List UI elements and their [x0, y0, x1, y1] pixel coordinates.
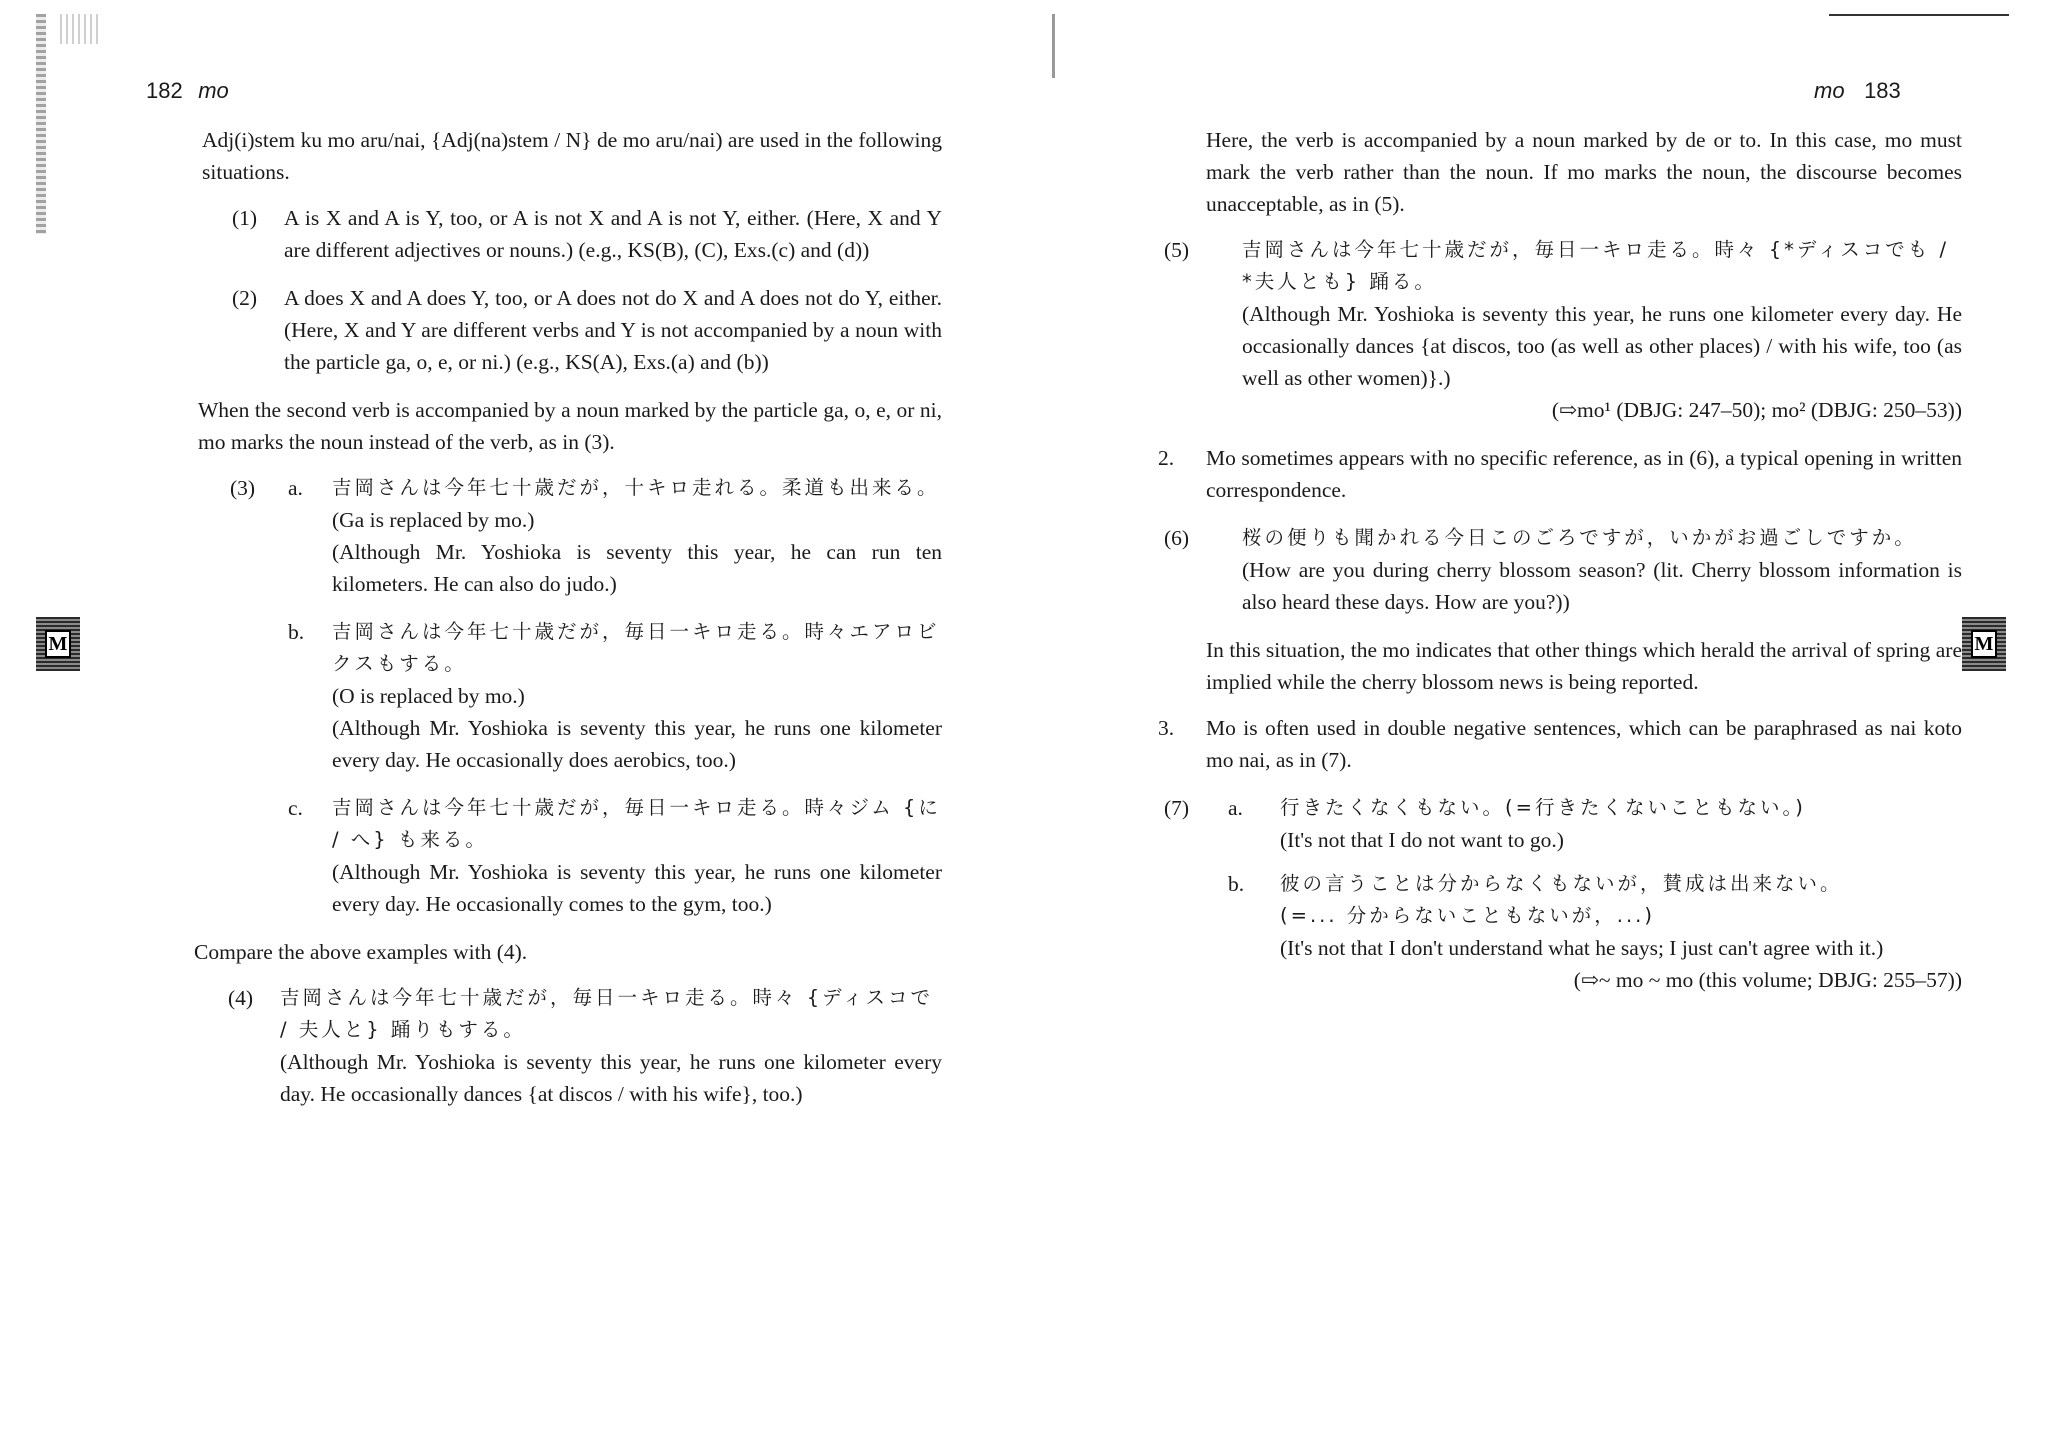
- running-head: mo: [198, 78, 229, 103]
- japanese-sentence: 吉岡さんは今年七十歳だが，毎日一キロ走る。時々エアロビクスもする。: [332, 620, 940, 675]
- right-page: [1024, 0, 2048, 1434]
- japanese-paraphrase: (=... 分からないこともないが，...): [1280, 904, 1655, 927]
- thumb-index-tab: [1962, 617, 2006, 671]
- page-header: [1814, 78, 1901, 104]
- tab-letter: M: [1971, 630, 1997, 658]
- intro-paragraph: Adj(i)stem ku mo aru/nai, {Adj(na)stem / N} de mo aru/nai) are used in the following situations.: [202, 128, 942, 184]
- example-6: [1132, 522, 1962, 618]
- example-3b: [202, 616, 942, 776]
- example-7b: [1132, 868, 1962, 996]
- example-4: [202, 982, 942, 1110]
- example-3a: [202, 472, 942, 600]
- sub-label: b.: [1228, 872, 1245, 896]
- example-label: (6): [1164, 526, 1190, 550]
- example-7a: [1132, 792, 1962, 856]
- translation: (Although Mr. Yoshioka is seventy this year, he can run ten kilometers. He can also do judo.): [332, 540, 942, 596]
- example-label: (4): [228, 986, 254, 1010]
- item-label: (1): [232, 206, 258, 230]
- paragraph: Compare the above examples with (4).: [194, 940, 528, 964]
- thumb-index-tab: [36, 617, 80, 671]
- scan-edge-artifact: [60, 14, 100, 44]
- paragraph: When the second verb is accompanied by a noun marked by the particle ga, o, e, or ni, mo marks the noun instead of the verb, as in (3).: [198, 398, 942, 454]
- point-label: 3.: [1158, 716, 1175, 740]
- item-text: A does X and A does Y, too, or A does not do X and A does not do Y, either. (Here, X and Y are different verbs and Y is not accompanied by a noun with the particle ga, o, e, or ni.) (e.g., KS(A), Exs.(a) and (b)): [284, 286, 942, 374]
- translation: (It's not that I do not want to go.): [1280, 828, 1564, 852]
- point-label: 2.: [1158, 446, 1175, 470]
- tab-letter: M: [45, 630, 71, 658]
- scan-edge-artifact: [36, 14, 46, 234]
- translation: (Although Mr. Yoshioka is seventy this year, he runs one kilometer every day. He occasionally dances {at discos / with his wife}, too.): [280, 1050, 942, 1106]
- japanese-sentence: 彼の言うことは分からなくもないが，賛成は出来ない。: [1280, 872, 1843, 895]
- page-body: [194, 124, 942, 1126]
- point-text: Mo is often used in double negative sentences, which can be paraphrased as nai koto mo nai, as in (7).: [1206, 716, 1962, 772]
- japanese-sentence: 吉岡さんは今年七十歳だが，毎日一キロ走る。時々ジム {に / へ} も来る。: [332, 796, 941, 851]
- cross-reference: (⇨mo¹ (DBJG: 247–50); mo² (DBJG: 250–53)): [1551, 398, 1962, 422]
- scan-edge-artifact: [1052, 14, 1055, 78]
- point-3: [1132, 712, 1962, 776]
- item-label: (2): [232, 286, 258, 310]
- translation: (How are you during cherry blossom season? (lit. Cherry blossom information is also heard these days. How are you?)): [1242, 558, 1962, 614]
- cross-reference: (⇨~ mo ~ mo (this volume; DBJG: 255–57)): [1573, 968, 1962, 992]
- example-label: (5): [1164, 238, 1190, 262]
- japanese-sentence: 桜の便りも聞かれる今日このごろですが，いかがお過ごしですか。: [1242, 526, 1917, 549]
- translation: (Although Mr. Yoshioka is seventy this year, he runs one kilometer every day. He occasionally does aerobics, too.): [332, 716, 942, 772]
- top-rule: [1829, 14, 2009, 16]
- situation-item: [202, 282, 942, 378]
- translation: (It's not that I don't understand what he says; I just can't agree with it.): [1280, 936, 1884, 960]
- japanese-sentence: 吉岡さんは今年七十歳だが，十キロ走れる。柔道も出来る。: [332, 476, 940, 499]
- item-text: A is X and A is Y, too, or A is not X and A is not Y, either. (Here, X and Y are different adjectives or nouns.) (e.g., KS(B), (C), Exs.(c) and (d)): [284, 206, 942, 262]
- sub-label: b.: [288, 620, 305, 644]
- page-number: 182: [146, 78, 183, 103]
- sub-label: a.: [288, 476, 303, 500]
- situation-item: [202, 202, 942, 266]
- translation: (Although Mr. Yoshioka is seventy this year, he runs one kilometer every day. He occasionally dances {at discos, too (as well as other places) / with his wife, too (as well as other women)}.): [1242, 302, 1962, 390]
- japanese-sentence: 吉岡さんは今年七十歳だが，毎日一キロ走る。時々 {ディスコで / 夫人と} 踊りもする。: [280, 986, 934, 1041]
- japanese-sentence: 行きたくなくもない。(=行きたくないこともない。): [1280, 796, 1806, 819]
- page-number: 183: [1864, 78, 1901, 103]
- sub-label: c.: [288, 796, 303, 820]
- page-body: [1132, 124, 1962, 1008]
- point-text: Mo sometimes appears with no specific reference, as in (6), a typical opening in written correspondence.: [1206, 446, 1962, 502]
- example-label: (7): [1164, 796, 1190, 820]
- page-header: [146, 78, 229, 104]
- note: (O is replaced by mo.): [332, 684, 525, 708]
- running-head: mo: [1814, 78, 1845, 103]
- example-label: (3): [230, 476, 256, 500]
- paragraph: In this situation, the mo indicates that other things which herald the arrival of spring are implied while the cherry blossom news is being reported.: [1206, 638, 1962, 694]
- example-5: [1132, 234, 1962, 426]
- translation: (Although Mr. Yoshioka is seventy this year, he runs one kilometer every day. He occasionally comes to the gym, too.): [332, 860, 942, 916]
- japanese-sentence: 吉岡さんは今年七十歳だが，毎日一キロ走る。時々 {*ディスコでも / *夫人とも} 踊る。: [1242, 238, 1950, 293]
- intro-paragraph: Here, the verb is accompanied by a noun marked by de or to. In this case, mo must mark the verb rather than the noun. If mo marks the noun, the discourse becomes unacceptable, as in (5).: [1206, 128, 1962, 216]
- sub-label: a.: [1228, 796, 1243, 820]
- note: (Ga is replaced by mo.): [332, 508, 535, 532]
- example-3c: [202, 792, 942, 920]
- point-2: [1132, 442, 1962, 506]
